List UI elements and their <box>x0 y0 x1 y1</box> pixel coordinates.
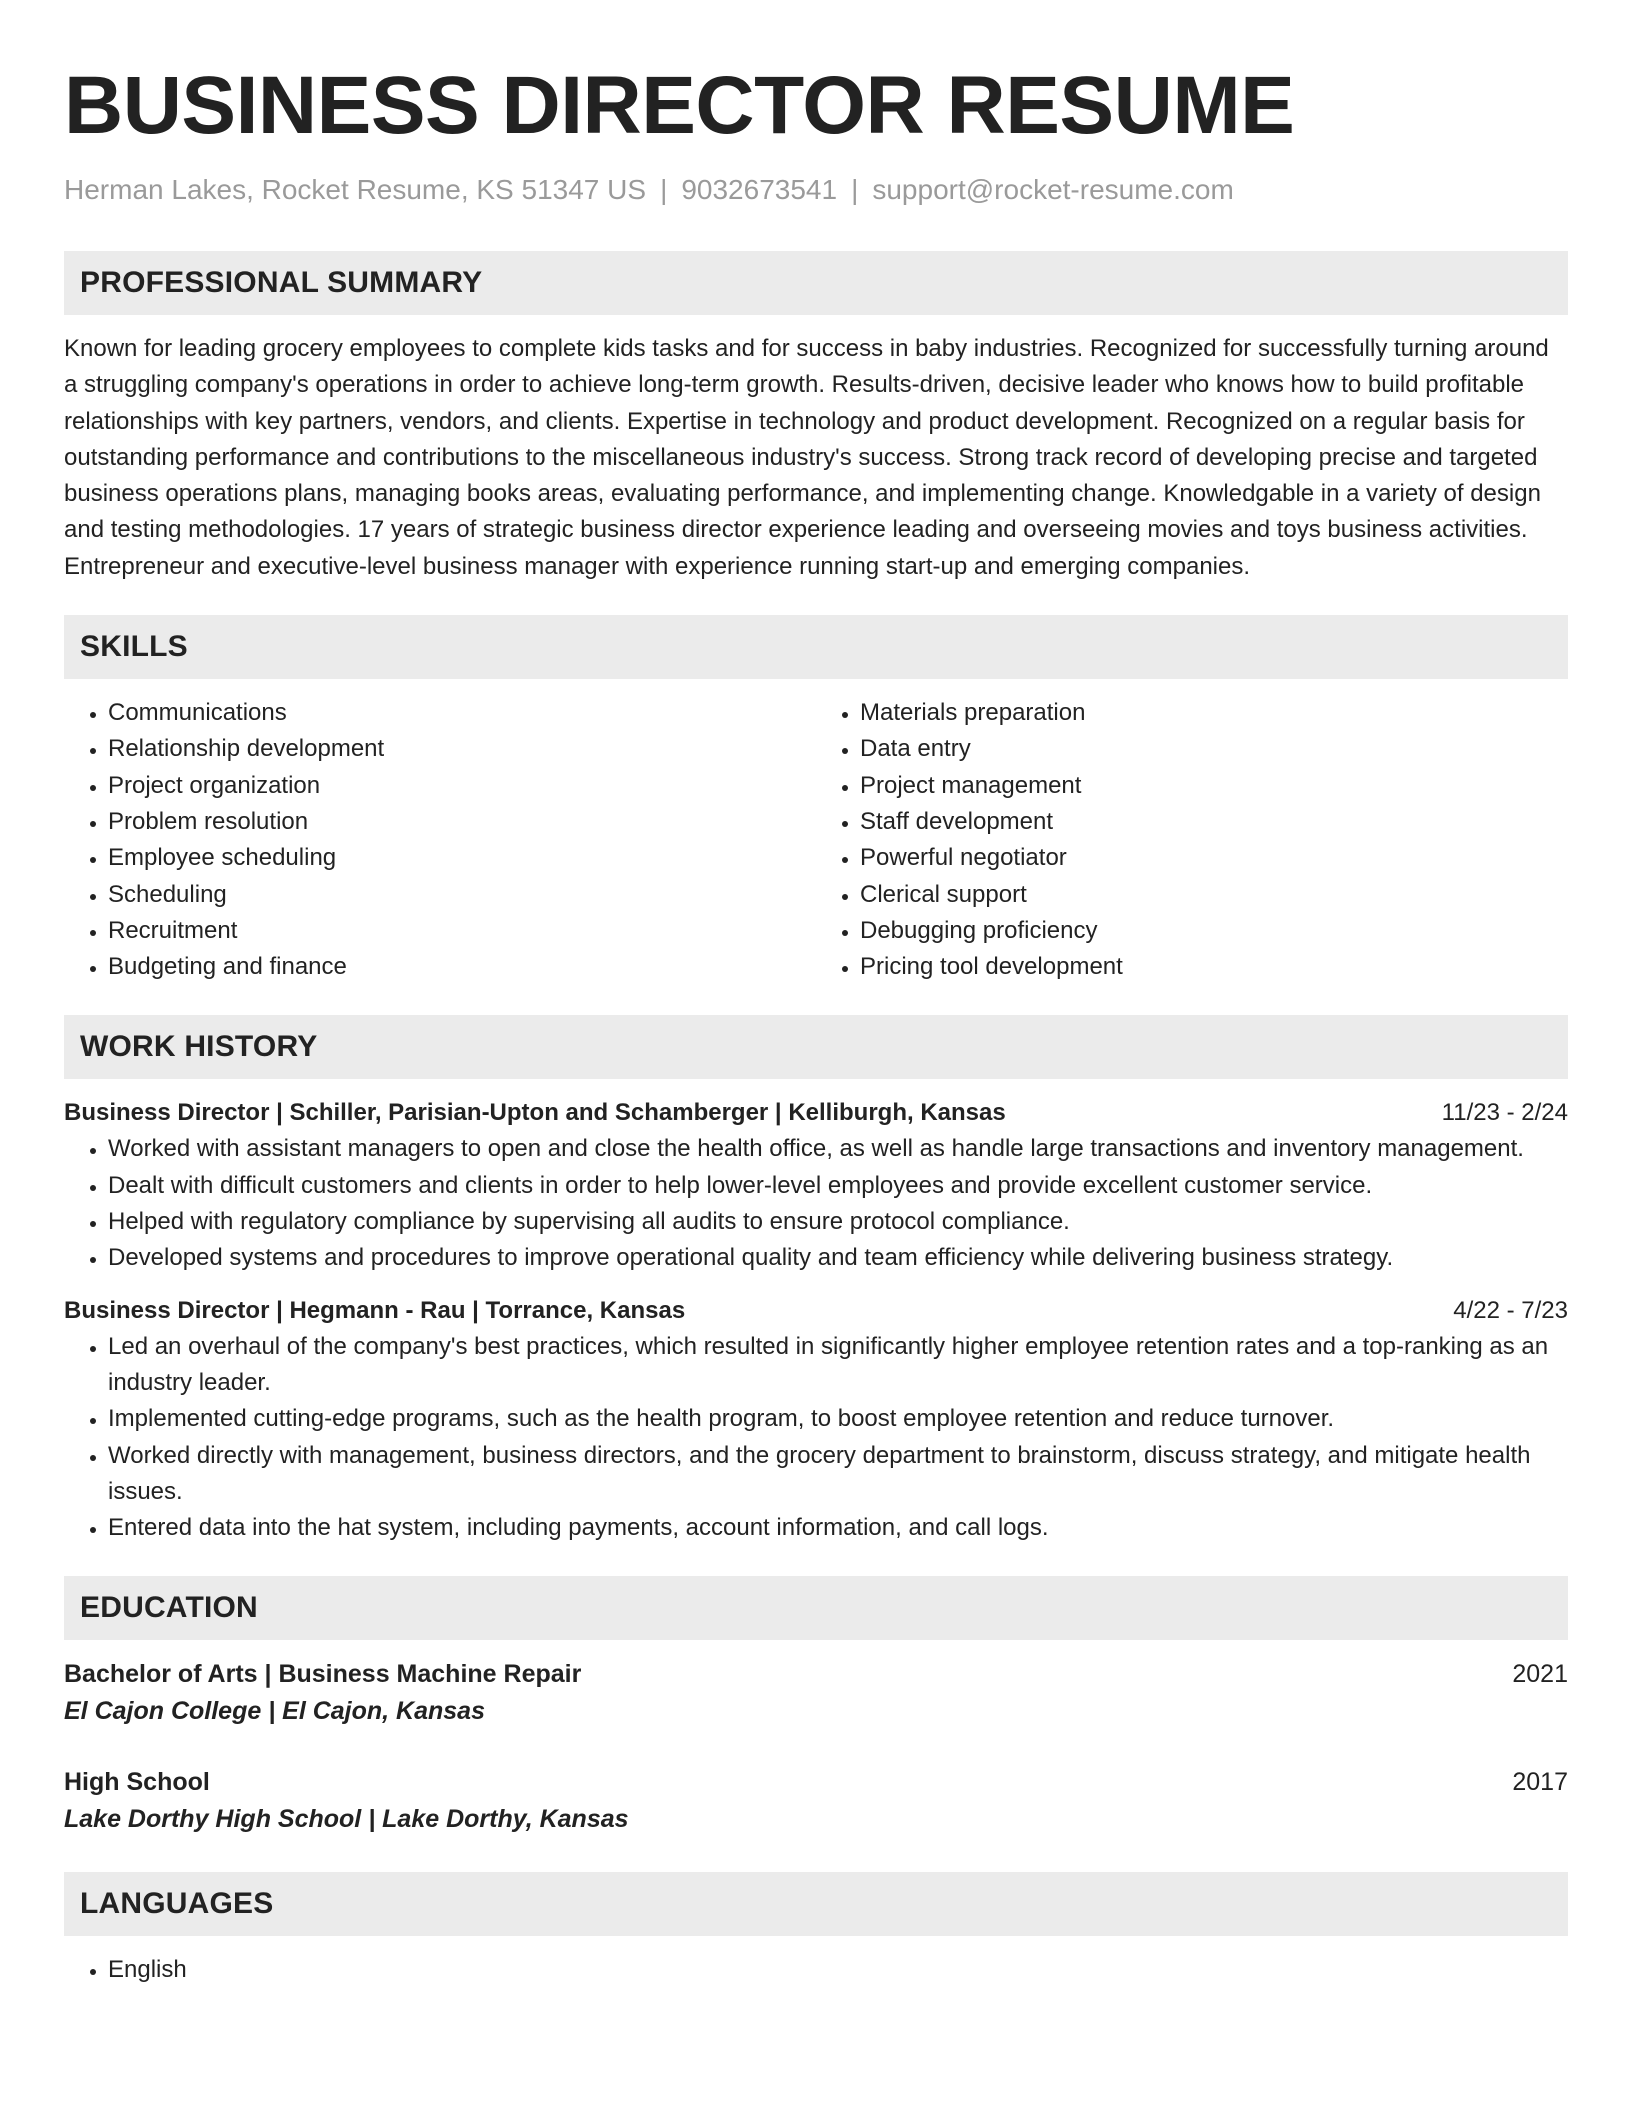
education-entry <box>64 1764 1568 1838</box>
skill-item: • Staff development <box>860 804 1568 840</box>
contact-separator: | <box>851 174 859 205</box>
responsibility-item: • Implemented cutting-edge programs, such as the health program, to boost employee retention and reduce turnover. <box>108 1401 1568 1437</box>
responsibility-item: • Led an overhaul of the company's best practices, which resulted in significantly higher employee retention rates and a top-ranking as an industry leader. <box>108 1329 1568 1402</box>
skills-list <box>64 695 1568 985</box>
skill-item: • Communications <box>108 695 816 731</box>
responsibility-item: • Developed systems and procedures to improve operational quality and team efficiency while delivering business strategy. <box>108 1240 1568 1276</box>
job-dates: 4/22 - 7/23 <box>1453 1296 1568 1324</box>
contact-email: support@rocket-resume.com <box>872 174 1234 205</box>
job-title: Business Director | Hegmann - Rau | Torrance, Kansas <box>64 1296 686 1324</box>
responsibility-item: • Entered data into the hat system, including payments, account information, and call logs. <box>108 1510 1568 1546</box>
skills-column-right <box>816 695 1568 985</box>
responsibility-item: • Worked directly with management, business directors, and the grocery department to brainstorm, discuss strategy, and mitigate health issues. <box>108 1438 1568 1511</box>
skill-item: • Scheduling <box>108 877 816 913</box>
section-heading-summary: PROFESSIONAL SUMMARY <box>64 251 1568 315</box>
education-year: 2017 <box>1512 1768 1568 1797</box>
skill-item: • Powerful negotiator <box>860 840 1568 876</box>
skill-item: • Project organization <box>108 768 816 804</box>
skill-item: • Project management <box>860 768 1568 804</box>
responsibility-item: • Worked with assistant managers to open and close the health office, as well as handle large transactions and inventory management. <box>108 1131 1568 1167</box>
job-title: Business Director | Schiller, Parisian-Upton and Schamberger | Kelliburgh, Kansas <box>64 1099 1006 1127</box>
section-heading-skills: SKILLS <box>64 615 1568 679</box>
job-entry <box>64 1095 1568 1276</box>
skill-item: • Materials preparation <box>860 695 1568 731</box>
education-header <box>64 1764 1568 1800</box>
skills-column-left <box>64 695 816 985</box>
skill-item: • Problem resolution <box>108 804 816 840</box>
skill-item: • Employee scheduling <box>108 840 816 876</box>
job-entry <box>64 1293 1568 1547</box>
responsibility-item: • Helped with regulatory compliance by supervising all audits to ensure protocol compliance. <box>108 1204 1568 1240</box>
education-degree: Bachelor of Arts | Business Machine Repair <box>64 1660 582 1689</box>
summary-text: Known for leading grocery employees to complete kids tasks and for success in baby industries. Recognized for successfully turning around a struggling company's operations in order to achieve long-term growth. Results-driven, decisive leader who knows how to build profitable relationships with key partners, vendors, and clients. Expertise in technology and product development. Recognized on a regular basis for outstanding performance and contributions to the miscellaneous industry's success. Strong track record of developing precise and targeted business operations plans, managing books areas, evaluating performance, and implementing change. Knowledgable in a variety of design and testing methodologies. 17 years of strategic business director experience leading and overseeing movies and toys business activities. Entrepreneur and executive-level business manager with experience running start-up and emerging companies. <box>64 335 1549 580</box>
skill-item: • Recruitment <box>108 913 816 949</box>
skill-item: • Clerical support <box>860 877 1568 913</box>
contact-address: Herman Lakes, Rocket Resume, KS 51347 US <box>64 174 647 205</box>
skill-item: • Debugging proficiency <box>860 913 1568 949</box>
education-header <box>64 1656 1568 1692</box>
education-school: El Cajon College | El Cajon, Kansas <box>64 1697 485 1726</box>
education-school: Lake Dorthy High School | Lake Dorthy, Kansas <box>64 1805 629 1834</box>
job-responsibilities <box>64 1329 1568 1547</box>
skill-item: • Data entry <box>860 731 1568 767</box>
resume-title: BUSINESS DIRECTOR RESUME <box>64 60 1295 151</box>
contact-phone: 9032673541 <box>681 174 838 205</box>
job-dates: 11/23 - 2/24 <box>1441 1099 1568 1127</box>
contact-line <box>64 172 1568 208</box>
job-responsibilities <box>64 1131 1568 1276</box>
responsibility-item: • Dealt with difficult customers and clients in order to help lower-level employees and provide excellent customer service. <box>108 1168 1568 1204</box>
language-item: • English <box>108 1952 1568 1988</box>
job-header <box>64 1293 1568 1329</box>
languages-list <box>64 1952 1568 1988</box>
education-year: 2021 <box>1512 1660 1568 1689</box>
skill-item: • Budgeting and finance <box>108 949 816 985</box>
contact-separator: | <box>660 174 668 205</box>
skill-item: • Relationship development <box>108 731 816 767</box>
education-entry <box>64 1656 1568 1730</box>
section-heading-languages: LANGUAGES <box>64 1872 1568 1936</box>
section-heading-education: EDUCATION <box>64 1576 1568 1640</box>
section-heading-work-history: WORK HISTORY <box>64 1015 1568 1079</box>
skill-item: • Pricing tool development <box>860 949 1568 985</box>
job-header <box>64 1095 1568 1131</box>
education-degree: High School <box>64 1768 210 1797</box>
